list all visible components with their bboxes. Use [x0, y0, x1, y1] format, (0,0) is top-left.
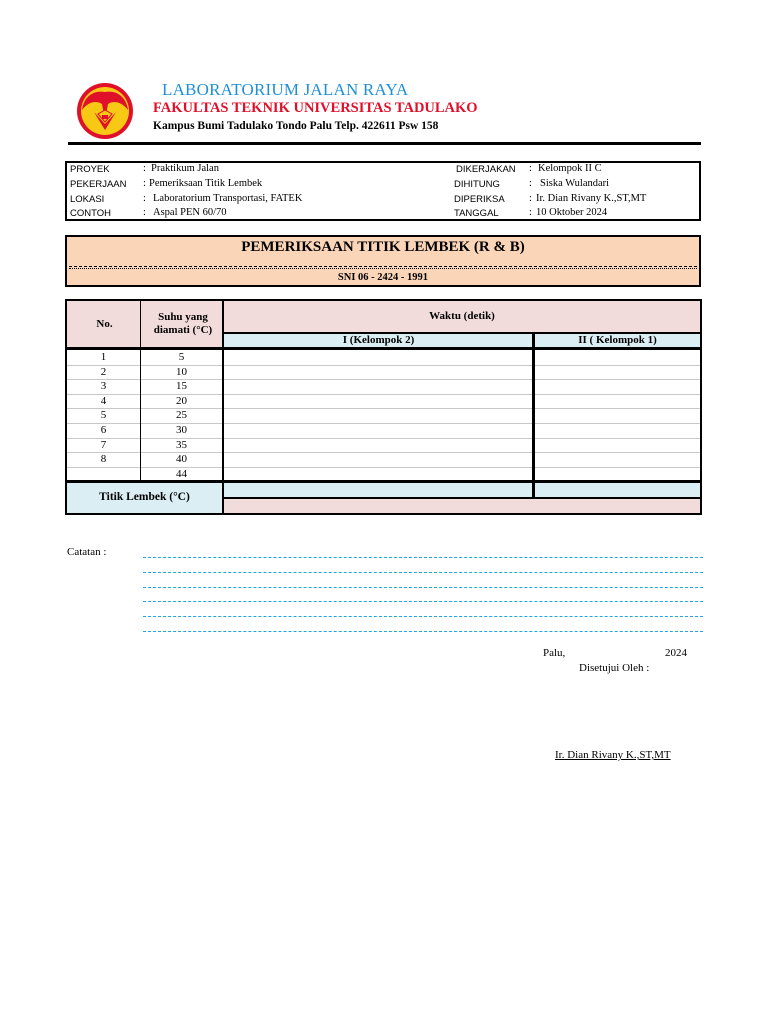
row-number: 2 [100, 365, 107, 378]
pekerjaan-value: Pemeriksaan Titik Lembek [149, 178, 263, 189]
signature-place: Palu, [543, 647, 566, 659]
column-suhu-header-line2: diamati (°C) [153, 324, 213, 336]
column-group2-header: II ( Kelompok 1) [578, 334, 657, 346]
column-group1-header: I (Kelompok 2) [342, 334, 415, 346]
row-number: 6 [100, 424, 107, 436]
row-temperature: 25 [176, 409, 187, 422]
column-waktu-header: Waktu (detik) [429, 310, 495, 322]
row-temperature: 10 [176, 365, 187, 378]
row-temperature: 40 [176, 453, 187, 466]
proyek-separator: : [143, 163, 146, 174]
diperiksa-label: DIPERIKSA [454, 194, 505, 205]
title-dotted-rule [69, 268, 697, 269]
tanggal-separator: : [529, 207, 532, 218]
contoh-value: Aspal PEN 60/70 [153, 207, 227, 218]
dikerjakan-value: Kelompok II C [538, 163, 602, 174]
divider [224, 497, 700, 499]
row-temperature: 44 [176, 467, 187, 480]
proyek-label: PROYEK [70, 164, 110, 175]
titik-lembek-label: Titik Lembek (°C) [99, 491, 190, 503]
proyek-value: Praktikum Jalan [151, 163, 219, 174]
dikerjakan-separator: : [529, 163, 532, 174]
contoh-label: CONTOH [70, 208, 111, 219]
notes-line [143, 587, 703, 588]
row-number: 5 [100, 409, 107, 422]
lokasi-label: LOKASI [70, 194, 105, 205]
lokasi-separator: : [143, 193, 146, 204]
diperiksa-value: Ir. Dian Rivany K.,ST,MT [536, 193, 647, 204]
row-number: 4 [100, 394, 107, 407]
pekerjaan-separator: : [143, 178, 146, 189]
footer-result1-bg [224, 483, 532, 497]
faculty-name: FAKULTAS TEKNIK UNIVERSITAS TADULAKO [153, 100, 478, 116]
notes-line [143, 601, 703, 602]
row-temperature: 15 [176, 380, 187, 393]
title-dashed-rule [69, 266, 697, 267]
column-suhu-header-line1: Suhu yang [158, 311, 208, 323]
test-title-box [65, 235, 701, 287]
diperiksa-separator: : [529, 193, 532, 204]
test-title: PEMERIKSAAN TITIK LEMBEK (R & B) [241, 239, 525, 255]
tanggal-value: 10 Oktober 2024 [536, 207, 608, 218]
divider [67, 347, 700, 350]
header-rule [68, 142, 701, 145]
row-temperature: 30 [176, 424, 187, 436]
test-standard: SNI 06 - 2424 - 1991 [337, 272, 429, 283]
footer-result2-bg [535, 483, 700, 497]
dikerjakan-label: DIKERJAKAN [456, 164, 516, 175]
row-number: 7 [100, 438, 107, 451]
row-number: 1 [100, 351, 107, 363]
notes-line [143, 557, 703, 558]
lokasi-value: Laboratorium Transportasi, FATEK [153, 193, 303, 204]
notes-line [143, 572, 703, 573]
signatory-name: Ir. Dian Rivany K.,ST,MT [555, 749, 671, 761]
softening-point-table [65, 299, 702, 515]
approved-by-label: Disetujui Oleh : [579, 662, 650, 674]
row-number: 3 [100, 380, 107, 393]
lab-name: LABORATORIUM JALAN RAYA [162, 80, 409, 99]
notes-line [143, 616, 703, 617]
divider [140, 349, 141, 481]
tanggal-label: TANGGAL [454, 208, 499, 219]
divider [532, 332, 535, 497]
column-no-header: No. [96, 318, 113, 330]
row-number: 8 [100, 453, 107, 466]
footer-average-bg [224, 499, 700, 513]
dihitung-value: Siska Wulandari [540, 178, 610, 189]
dihitung-separator: : [529, 178, 532, 189]
pekerjaan-label: PEKERJAAN [70, 179, 127, 190]
row-temperature: 20 [176, 394, 187, 407]
project-info-box [65, 161, 701, 221]
notes-line [143, 631, 703, 632]
divider [224, 332, 700, 334]
university-emblem-icon [68, 80, 142, 142]
contoh-separator: : [143, 207, 146, 218]
divider [67, 480, 700, 483]
row-temperature: 35 [176, 438, 187, 451]
campus-address: Kampus Bumi Tadulako Tondo Palu Telp. 422611 Psw 158 [153, 120, 439, 132]
notes-label: Catatan : [67, 546, 107, 558]
divider [140, 301, 141, 349]
signature-year: 2024 [665, 647, 687, 659]
row-temperature: 5 [178, 351, 185, 363]
dihitung-label: DIHITUNG [454, 179, 500, 190]
